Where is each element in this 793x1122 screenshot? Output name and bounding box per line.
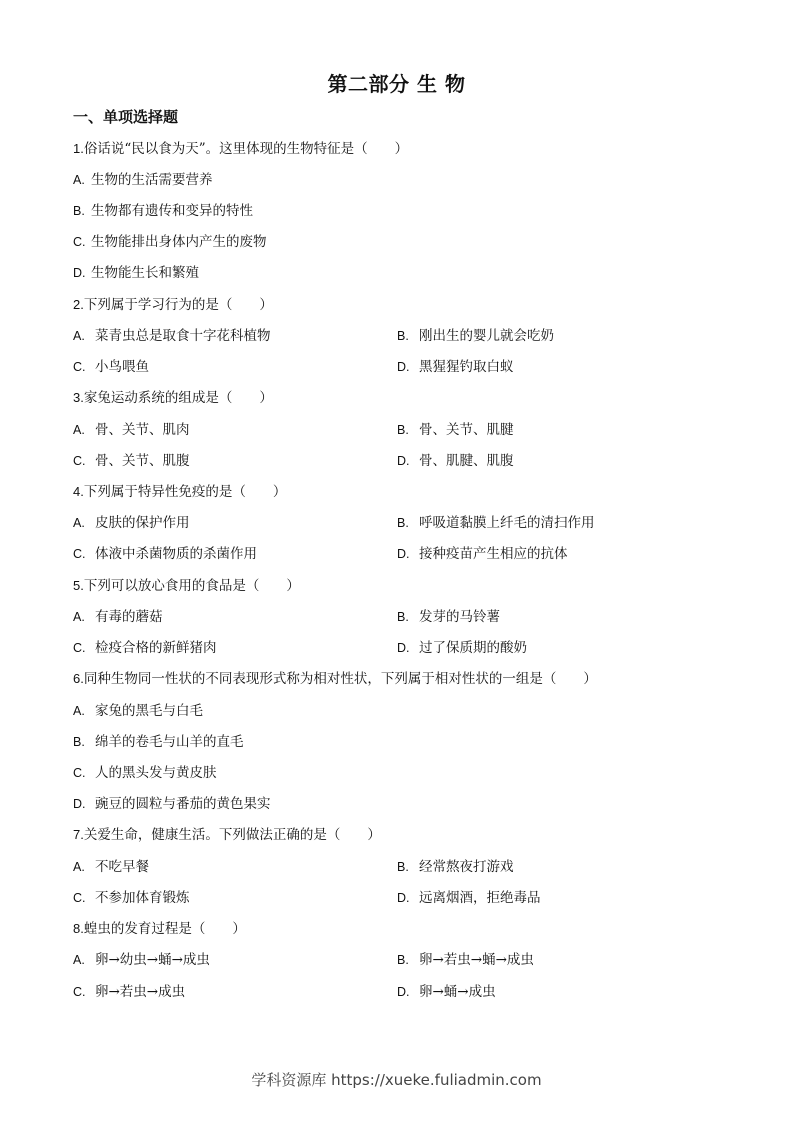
question-text: 下列可以放心食用的食品是（ ） (83, 578, 300, 594)
option-letter: A. (73, 953, 85, 967)
question-8-option-a (73, 951, 210, 969)
option-letter: D. (397, 891, 410, 905)
option-text: 豌豆的圆粒与番茄的黄色果实 (95, 796, 271, 812)
option-letter: B. (397, 860, 409, 874)
option-letter: D. (73, 266, 86, 280)
option-letter: D. (397, 360, 410, 374)
option-text: 黑猩猩钓取白蚁 (419, 359, 514, 375)
question-8-option-c (73, 983, 185, 1001)
question-5-option-d (397, 639, 527, 657)
question-2-option-c (73, 358, 149, 376)
question-8-option-b (397, 951, 534, 969)
question-4-option-d (397, 545, 568, 563)
option-text: 卵→若虫→成虫 (95, 984, 186, 1000)
option-text: 刚出生的婴儿就会吃奶 (419, 328, 554, 344)
question-1 (73, 140, 408, 158)
question-text: 家兔运动系统的组成是（ ） (83, 390, 273, 406)
option-letter: D. (397, 641, 410, 655)
option-letter: B. (397, 329, 409, 343)
question-text: 俗话说“民以食为天”。这里体现的生物特征是（ ） (83, 141, 409, 157)
question-3-option-b (397, 421, 514, 439)
option-letter: C. (73, 641, 86, 655)
question-number: 3. (73, 390, 84, 405)
option-letter: A. (73, 610, 85, 624)
option-letter: D. (397, 454, 410, 468)
question-5-option-b (397, 608, 500, 626)
question-6-option-d (73, 795, 271, 813)
option-letter: B. (73, 204, 85, 218)
option-text: 生物的生活需要营养 (91, 172, 213, 188)
question-7-option-b (397, 858, 514, 876)
question-4-option-a (73, 514, 190, 532)
option-text: 骨、关节、肌腱 (419, 422, 514, 438)
question-number: 2. (73, 297, 84, 312)
option-letter: C. (73, 454, 86, 468)
question-2-option-d (397, 358, 514, 376)
option-letter: C. (73, 891, 86, 905)
question-text: 下列属于学习行为的是（ ） (83, 297, 273, 313)
question-8 (73, 920, 246, 938)
question-6-option-c (73, 764, 217, 782)
option-text: 生物都有遗传和变异的特性 (91, 203, 253, 219)
option-text: 发芽的马铃薯 (419, 609, 500, 625)
option-text: 经常熬夜打游戏 (419, 859, 514, 875)
option-text: 过了保质期的酸奶 (419, 640, 527, 656)
option-letter: D. (397, 547, 410, 561)
question-1-option-d (73, 264, 199, 282)
question-3-option-a (73, 421, 190, 439)
option-text: 骨、关节、肌腹 (95, 453, 190, 469)
option-letter: C. (73, 360, 86, 374)
question-number: 1. (73, 141, 84, 156)
option-letter: C. (73, 547, 86, 561)
option-text: 接种疫苗产生相应的抗体 (419, 546, 568, 562)
question-6 (73, 670, 597, 688)
option-text: 有毒的蘑菇 (95, 609, 163, 625)
question-7-option-a (73, 858, 149, 876)
question-number: 6. (73, 671, 84, 686)
option-letter: D. (397, 985, 410, 999)
option-text: 体液中杀菌物质的杀菌作用 (95, 546, 257, 562)
question-3-option-c (73, 452, 190, 470)
question-2-option-a (73, 327, 271, 345)
question-7-option-d (397, 889, 541, 907)
option-text: 生物能排出身体内产生的废物 (91, 234, 267, 250)
question-text: 同种生物同一性状的不同表现形式称为相对性状，下列属于相对性状的一组是（ ） (83, 671, 597, 687)
option-letter: A. (73, 423, 85, 437)
option-text: 骨、肌腱、肌腹 (419, 453, 514, 469)
question-7 (73, 826, 381, 844)
question-5-option-c (73, 639, 217, 657)
option-letter: A. (73, 704, 85, 718)
option-text: 人的黑头发与黄皮肤 (95, 765, 217, 781)
option-text: 卵→若虫→蛹→成虫 (419, 952, 534, 968)
option-letter: C. (73, 235, 86, 249)
question-1-option-a (73, 171, 213, 189)
option-letter: B. (73, 735, 85, 749)
option-letter: A. (73, 516, 85, 530)
option-text: 卵→幼虫→蛹→成虫 (95, 952, 210, 968)
option-letter: D. (73, 797, 86, 811)
question-3-option-d (397, 452, 514, 470)
option-text: 卵→蛹→成虫 (419, 984, 496, 1000)
option-text: 小鸟喂鱼 (95, 359, 149, 375)
option-text: 不吃早餐 (95, 859, 149, 875)
question-3 (73, 389, 273, 407)
option-letter: B. (397, 423, 409, 437)
option-letter: B. (397, 516, 409, 530)
option-letter: C. (73, 985, 86, 999)
option-text: 家兔的黑毛与白毛 (95, 703, 203, 719)
option-letter: C. (73, 766, 86, 780)
question-5 (73, 577, 300, 595)
option-text: 皮肤的保护作用 (95, 515, 190, 531)
question-number: 4. (73, 484, 84, 499)
question-1-option-b (73, 202, 253, 220)
question-text: 关爱生命，健康生活。下列做法正确的是（ ） (83, 827, 381, 843)
option-text: 检疫合格的新鲜猪肉 (95, 640, 217, 656)
section-heading: 一、单项选择题 (73, 108, 179, 126)
option-text: 菜青虫总是取食十字花科植物 (95, 328, 271, 344)
question-number: 5. (73, 578, 84, 593)
option-text: 不参加体育锻炼 (95, 890, 190, 906)
question-text: 蝗虫的发育过程是（ ） (83, 921, 246, 937)
option-letter: B. (397, 953, 409, 967)
option-letter: B. (397, 610, 409, 624)
question-5-option-a (73, 608, 163, 626)
question-6-option-b (73, 733, 244, 751)
question-8-option-d (397, 983, 496, 1001)
question-text: 下列属于特异性免疫的是（ ） (83, 484, 287, 500)
question-1-option-c (73, 233, 267, 251)
option-text: 骨、关节、肌肉 (95, 422, 190, 438)
question-4-option-b (397, 514, 595, 532)
question-number: 7. (73, 827, 84, 842)
question-4 (73, 483, 286, 501)
page-title: 第二部分 生 物 (327, 72, 466, 96)
option-text: 绵羊的卷毛与山羊的直毛 (95, 734, 244, 750)
option-letter: A. (73, 860, 85, 874)
question-7-option-c (73, 889, 190, 907)
footer-watermark: 学科资源库 https://xueke.fuliadmin.com (251, 1071, 542, 1089)
question-2-option-b (397, 327, 554, 345)
option-text: 呼吸道黏膜上纤毛的清扫作用 (419, 515, 595, 531)
option-text: 生物能生长和繁殖 (91, 265, 199, 281)
question-2 (73, 296, 273, 314)
question-number: 8. (73, 921, 84, 936)
question-4-option-c (73, 545, 257, 563)
option-letter: A. (73, 173, 85, 187)
question-6-option-a (73, 702, 203, 720)
option-letter: A. (73, 329, 85, 343)
option-text: 远离烟酒，拒绝毒品 (419, 890, 541, 906)
